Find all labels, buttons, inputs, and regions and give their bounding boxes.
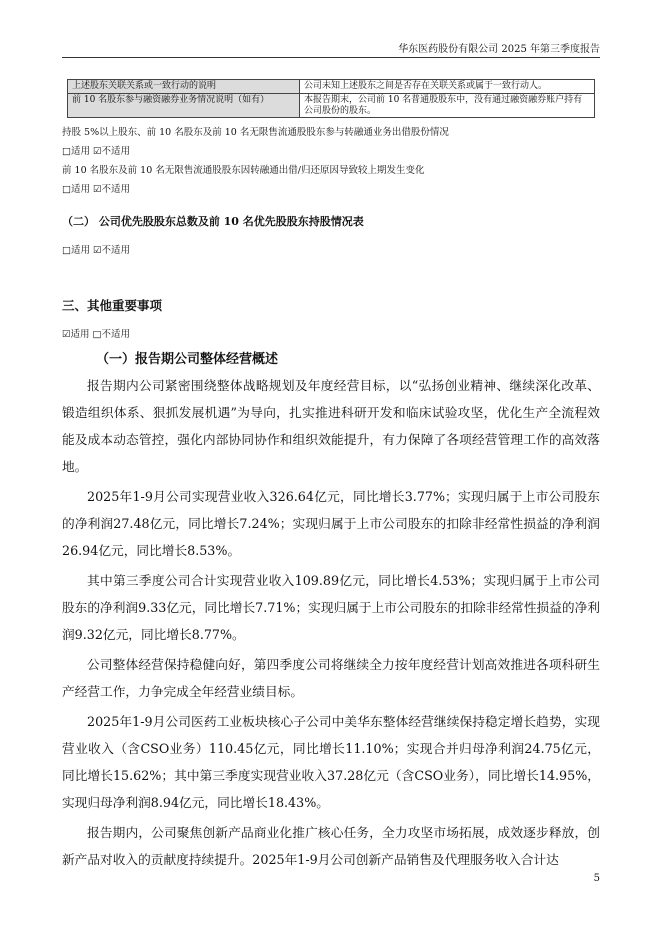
table-cell-label: 前 10 名股东参与融资融券业务情况说明（如有） [68,93,300,118]
note-option: □适用 ☑不适用 [62,184,131,195]
section-three-option: ☑适用 □不适用 [62,329,131,340]
table-cell-label: 上述股东关联关系或一致行动的说明 [68,80,300,94]
table-row [68,80,595,94]
paragraph: 其中第三季度公司合计实现营业收入109.89亿元，同比增长4.53%；实现归属于上市公司股东的净利润9.33亿元，同比增长7.71%；实现归属于上市公司股东的扣除非经常性损益的净利润9.32亿元，同比增长8.77%。 [62,573,600,642]
note-option: □适用 ☑不适用 [62,146,131,157]
paragraph: 2025年1-9月公司实现营业收入326.64亿元，同比增长3.77%；实现归属于上市公司股东的净利润27.48亿元，同比增长7.24%；实现归属于上市公司股东的扣除非经常性损益的净利润26.94亿元，同比增长8.53%。 [62,489,600,558]
notes-block [62,123,600,199]
header-rule [62,57,600,58]
section-three-heading: 三、其他重要事项 [62,298,163,313]
overview-body [62,372,600,873]
table-cell-value: 本报告期末，公司前 10 名普通股股东中，没有通过融资融券账户持有公司股份的股东。 [300,93,595,118]
paragraph: 2025年1-9月公司医药工业板块核心子公司中美华东整体经营继续保持稳定增长趋势，实现营业收入（含CSO业务）110.45亿元，同比增长11.10%；实现合并归母净利润24.75亿元，同比增长15.62%；其中第三季度实现营业收入37.28亿元（含CSO业务），同比增长14.95%，实现归母净利润8.94亿元，同比增长18.43%。 [62,714,600,810]
paragraph: 公司整体经营保持稳健向好，第四季度公司将继续全力按年度经营计划高效推进各项科研生产经营工作，力争完成全年经营业绩目标。 [62,657,600,699]
shareholder-relation-table [67,79,595,118]
section-two-option: □适用 ☑不适用 [62,245,131,256]
paragraph: 报告期内，公司聚焦创新产品商业化推广核心任务，全力攻坚市场拓展，成效逐步释放，创新产品对收入的贡献度持续提升。2025年1-9月公司创新产品销售及代理服务收入合计达 [62,825,600,867]
table-row [68,93,595,118]
paragraph: 报告期内公司紧密围绕整体战略规划及年度经营目标，以“弘扬创业精神、继续深化改革、锻造组织体系、狠抓发展机遇”为导向，扎实推进科研开发和临床试验攻坚，优化生产全流程效能及成本动态管控，强化内部协同协作和组织效能提升，有力保障了各项经营管理工作的高效落地。 [62,378,600,474]
note-text: 持股 5%以上股东、前 10 名股东及前 10 名无限售流通股股东参与转融通业务出借股份情况 [62,127,449,138]
page-number: 5 [593,873,600,884]
section-two-heading: （二） 公司优先股股东总数及前 10 名优先股股东持股情况表 [62,215,364,228]
overview-subheading: （一）报告期公司整体经营概述 [96,352,279,367]
note-text: 前 10 名股东及前 10 名无限售流通股股东因转融通出借/归还原因导致较上期发生变化 [62,165,425,176]
table-cell-value: 公司未知上述股东之间是否存在关联关系或属于一致行动人。 [300,80,595,94]
page-header: 华东医药股份有限公司 2025 年第三季度报告 [398,44,600,55]
